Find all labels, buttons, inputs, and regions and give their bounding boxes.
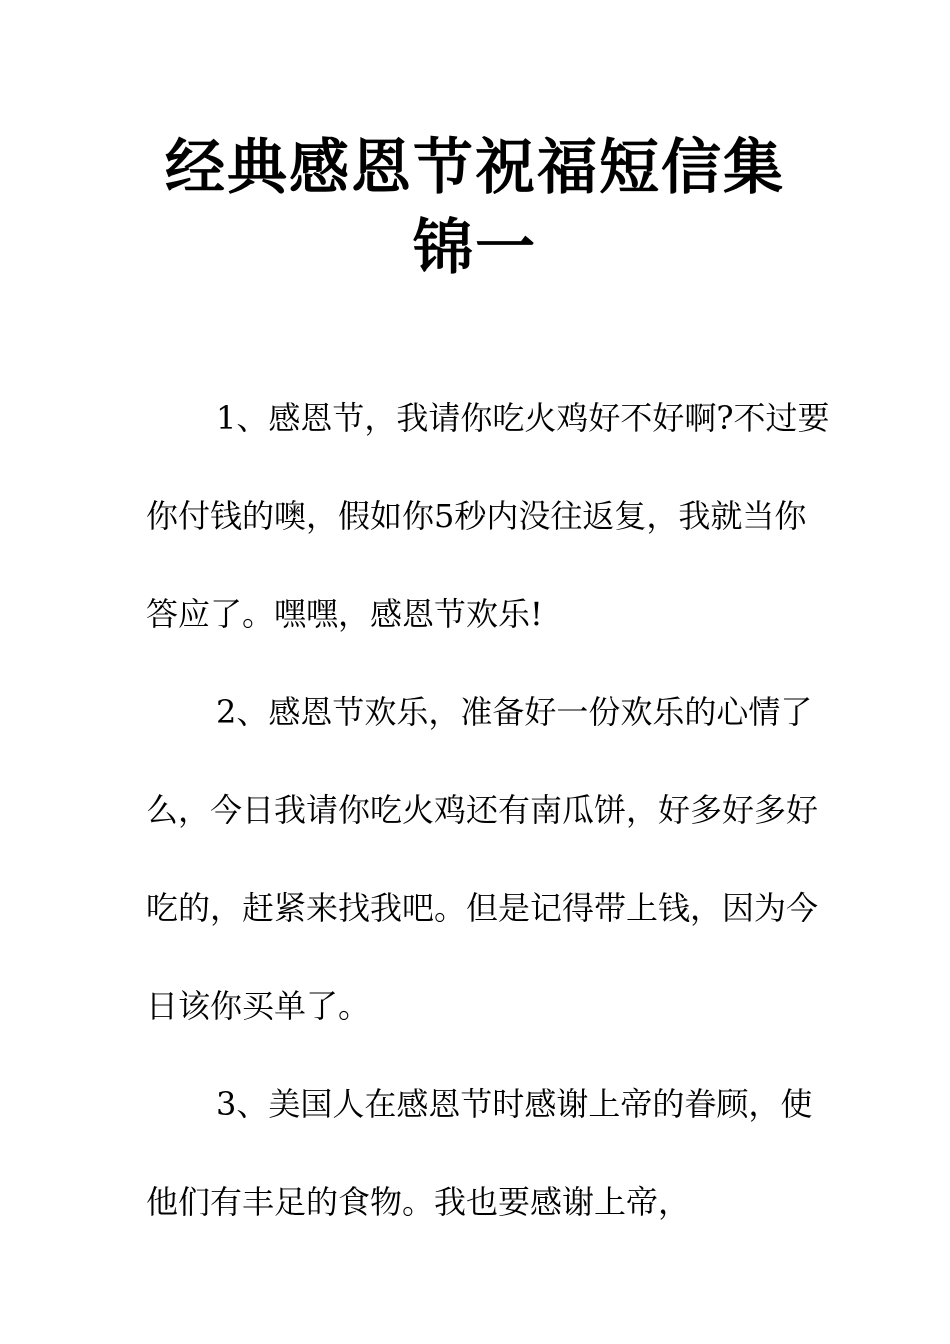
document-title: 经典感恩节祝福短信集锦一 [165,133,785,283]
paragraph-3: 3、美国人在感恩节时感谢上帝的眷顾，使他们有丰足的食物。我也要感谢上帝， [146,1085,813,1221]
paragraph-1: 1、感恩节，我请你吃火鸡好不好啊?不过要你付钱的噢，假如你5秒内没往返复，我就当你答应了。嘿嘿，感恩节欢乐! [146,399,830,633]
paragraph-2: 2、感恩节欢乐，准备好一份欢乐的心情了么，今日我请你吃火鸡还有南瓜饼，好多好多好吃的，赶紧来找我吧。但是记得带上钱，因为今日该你买单了。 [146,693,819,1025]
document-body [146,369,836,1251]
